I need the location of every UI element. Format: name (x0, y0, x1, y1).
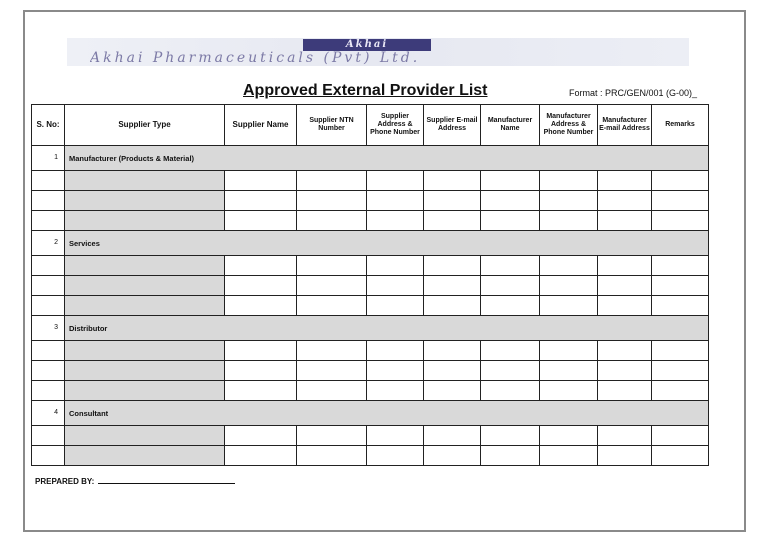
table-row[interactable] (32, 256, 709, 276)
header-manufacturer-email: Manufacturer E-mail Address (598, 105, 652, 146)
category-row (32, 231, 709, 256)
document-title: Approved External Provider List (243, 82, 488, 99)
table-row[interactable] (32, 341, 709, 361)
signature-line[interactable] (98, 475, 235, 484)
category-row (32, 316, 709, 341)
category-row (32, 146, 709, 171)
table-row[interactable] (32, 361, 709, 381)
header-remarks: Remarks (652, 105, 709, 146)
header-supplier-ntn: Supplier NTN Number (297, 105, 367, 146)
table-row[interactable] (32, 381, 709, 401)
company-logo-mark: Akhai (303, 39, 431, 51)
format-code: Format : PRC/GEN/001 (G-00)_ (569, 88, 698, 98)
header-sno: S. No: (32, 105, 65, 146)
prepared-by-label: PREPARED BY: (35, 477, 95, 486)
category-row (32, 401, 709, 426)
prepared-by (35, 475, 235, 486)
table-row[interactable] (32, 446, 709, 466)
header-supplier-name: Supplier Name (225, 105, 297, 146)
provider-table (31, 104, 709, 466)
table-header-row (32, 105, 709, 146)
table-row[interactable] (32, 296, 709, 316)
table-row[interactable] (32, 276, 709, 296)
category-label: Consultant (65, 401, 297, 426)
table-row[interactable] (32, 211, 709, 231)
company-name-watermark: Akhai Pharmaceuticals (Pvt) Ltd. (90, 50, 421, 66)
category-label: Manufacturer (Products & Material) (65, 146, 297, 171)
header-manufacturer-address: Manufacturer Address & Phone Number (540, 105, 598, 146)
table-row[interactable] (32, 426, 709, 446)
category-label: Distributor (65, 316, 297, 341)
category-number: 2 (32, 231, 65, 256)
category-label: Services (65, 231, 297, 256)
header-supplier-address: Supplier Address & Phone Number (367, 105, 424, 146)
category-number: 1 (32, 146, 65, 171)
header-supplier-email: Supplier E-mail Address (424, 105, 481, 146)
header-manufacturer-name: Manufacturer Name (481, 105, 540, 146)
category-number: 4 (32, 401, 65, 426)
header-supplier-type: Supplier Type (65, 105, 225, 146)
category-number: 3 (32, 316, 65, 341)
table-row[interactable] (32, 171, 709, 191)
table-row[interactable] (32, 191, 709, 211)
